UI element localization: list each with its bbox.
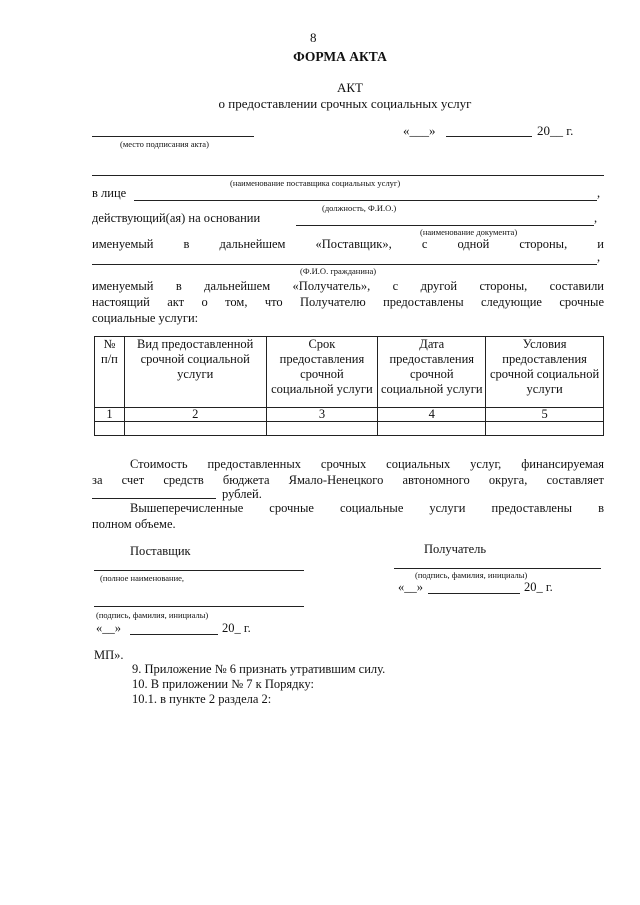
word: дальнейшем: [219, 237, 286, 251]
table-cell: 5: [486, 408, 604, 422]
recipient-date-month-line: [428, 593, 520, 594]
acting-basis-label: действующий(ая) на основании: [92, 211, 261, 225]
table-header-row: [95, 337, 604, 408]
page-number: 8: [310, 30, 317, 45]
word: в: [183, 237, 190, 251]
word: и: [597, 237, 604, 251]
header-cell-conditions: Условия предоставления срочной социальной услуги: [486, 337, 604, 408]
recipient-date-day: «__»: [398, 580, 423, 594]
table-cell: [378, 422, 486, 436]
provider-date-month-line: [130, 634, 218, 635]
recipient-line-3: социальные услуги:: [92, 311, 199, 325]
comma-2: ,: [594, 211, 598, 225]
caption-provider-name: (наименование поставщика социальных услуг): [230, 178, 401, 188]
full-volume-line-1: Вышеперечисленные срочные социальные услуги предоставлены в: [130, 501, 604, 515]
recipient-label: Получатель: [424, 542, 487, 556]
word: стороны,: [519, 237, 568, 251]
word: с: [421, 237, 428, 251]
comma-3: ,: [597, 250, 601, 264]
v-litse-label: в лице: [92, 186, 127, 200]
mp-label: МП».: [94, 648, 124, 662]
full-volume-line-2: полном объеме.: [92, 517, 176, 531]
provider-name-sign-line: [94, 570, 304, 571]
act-subtitle: о предоставлении срочных социальных услуг: [218, 96, 472, 111]
header-cell-number: № п/п: [95, 337, 125, 408]
caption-signature-left: (подпись, фамилия, инициалы): [96, 610, 209, 620]
provider-name-line: [92, 175, 604, 176]
table-row: [95, 408, 604, 422]
provider-sign-line: [94, 606, 304, 607]
provider-date-year: 20_ г.: [222, 621, 251, 635]
cost-amount-line: [92, 498, 216, 499]
recipient-date-year: 20_ г.: [524, 580, 553, 594]
table-cell: 2: [124, 408, 266, 422]
act-title: АКТ: [337, 80, 363, 95]
services-table: [94, 336, 604, 436]
provider-label: Поставщик: [130, 544, 191, 558]
caption-document: (наименование документа): [420, 227, 518, 237]
table-row: [95, 422, 604, 436]
date-year: 20__ г.: [537, 123, 574, 138]
caption-signature-right: (подпись, фамилия, инициалы): [415, 570, 528, 580]
cost-line-1: Стоимость предоставленных срочных социальных услуг, финансируемая: [130, 457, 604, 471]
table-cell: [95, 422, 125, 436]
item-9: 9. Приложение № 6 признать утратившим силу.: [132, 662, 386, 676]
caption-citizen: (Ф.И.О. гражданина): [300, 266, 377, 276]
comma-1: ,: [597, 186, 601, 200]
cost-line-2: за счет средств бюджета Ямало-Ненецкого автономного округа, составляет: [92, 473, 604, 487]
date-day: «___»: [403, 123, 436, 138]
table-cell: 1: [95, 408, 125, 422]
header-cell-type: Вид предоставленной срочной социальной услуги: [124, 337, 266, 408]
form-title: ФОРМА АКТА: [293, 49, 387, 64]
table-cell: 3: [266, 408, 378, 422]
named-provider-line: [92, 237, 604, 252]
caption-full-name: (полное наименование,: [100, 573, 185, 583]
position-line: [134, 200, 597, 201]
word: именуемый: [92, 237, 154, 251]
recipient-sign-line: [394, 568, 601, 569]
document-line: [296, 225, 594, 226]
caption-place: (место подписания акта): [120, 139, 209, 149]
recipient-line-1: именуемый в дальнейшем «Получатель», с другой стороны, составили: [92, 279, 604, 293]
header-cell-date: Дата предоставления срочной социальной услуги: [378, 337, 486, 408]
table-cell: 4: [378, 408, 486, 422]
place-line: [92, 136, 254, 137]
table-cell: [124, 422, 266, 436]
item-10: 10. В приложении № 7 к Порядку:: [132, 677, 314, 691]
citizen-line: [92, 264, 597, 265]
cost-rubles: рублей.: [222, 487, 262, 501]
caption-position: (должность, Ф.И.О.): [322, 203, 397, 213]
table-cell: [486, 422, 604, 436]
provider-date-day: «__»: [96, 621, 121, 635]
date-month-line: [446, 136, 532, 137]
header-cell-term: Срок предоставления срочной социальной услуги: [266, 337, 378, 408]
recipient-line-2: настоящий акт о том, что Получателю предоставлены следующие срочные: [92, 295, 604, 309]
word: одной: [457, 237, 490, 251]
item-10-1: 10.1. в пункте 2 раздела 2:: [132, 692, 272, 706]
word: «Поставщик»,: [315, 237, 392, 251]
table-cell: [266, 422, 378, 436]
